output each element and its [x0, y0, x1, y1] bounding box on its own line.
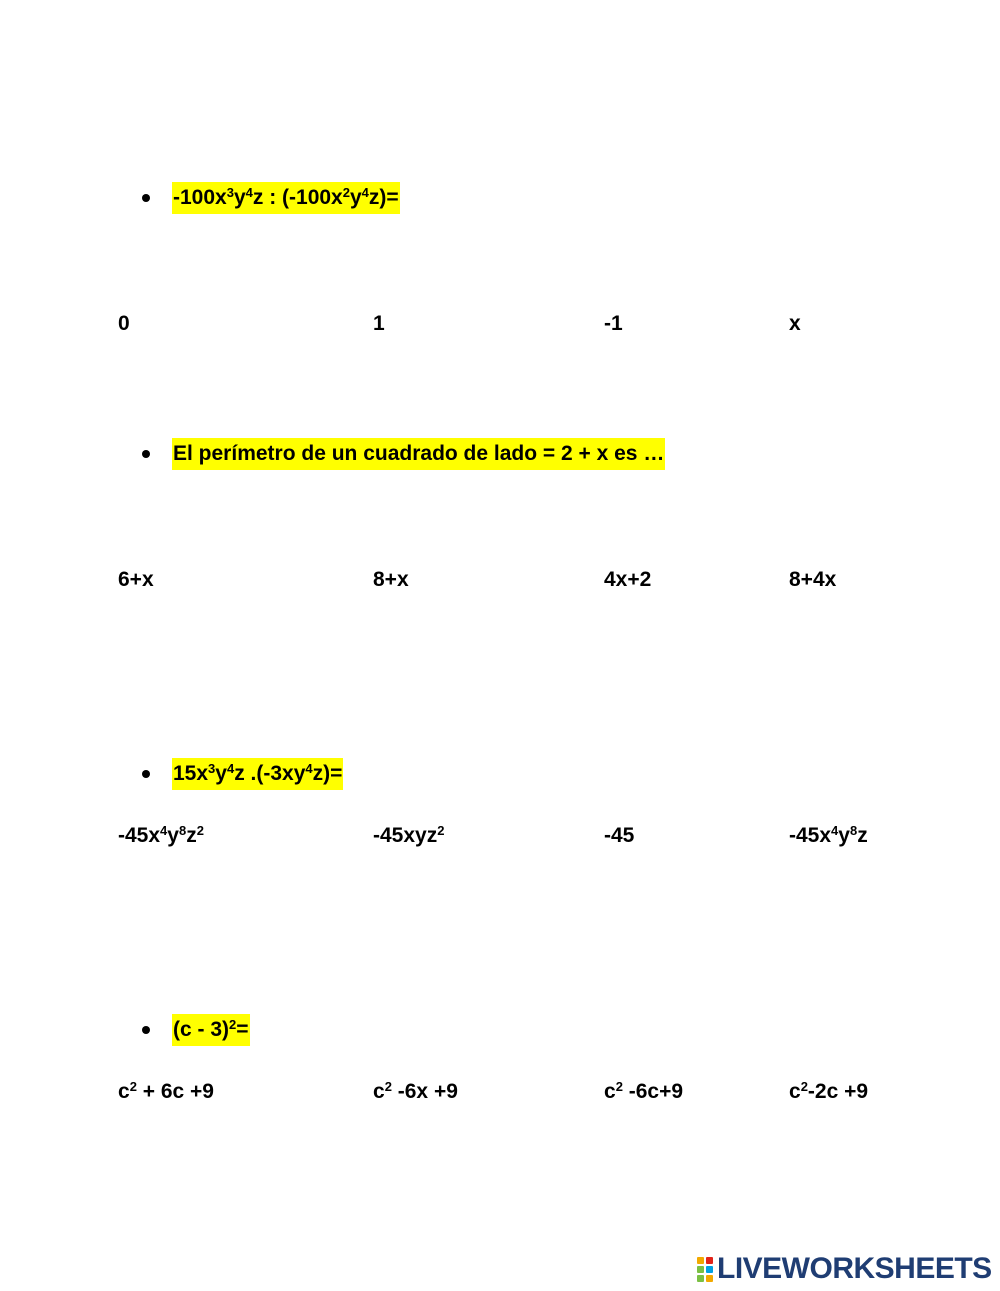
- question-4: [142, 1014, 250, 1046]
- answer-option[interactable]: 0: [118, 312, 130, 335]
- answer-option[interactable]: $c^2$ -6c+9: [604, 1079, 684, 1103]
- bullet-icon: [142, 770, 150, 778]
- bullet-icon: [142, 450, 150, 458]
- logo-text: LIVEWORKSHEETS: [717, 1252, 992, 1285]
- answer-option[interactable]: $c^2$ -6x +9: [373, 1079, 458, 1103]
- answer-option[interactable]: -45: [604, 824, 635, 847]
- question-1: [142, 182, 400, 214]
- answer-option[interactable]: 4x+2: [604, 568, 652, 591]
- question-4-prompt: (c - 3)$^2$=: [172, 1014, 250, 1046]
- answer-option[interactable]: $-45x^4y^8z$: [789, 823, 868, 847]
- answer-option[interactable]: -1: [604, 312, 623, 335]
- bullet-icon: [142, 194, 150, 202]
- liveworksheets-logo: [697, 1254, 992, 1284]
- question-3-prompt: $15x^3y^4z$ $.(-3xy^4z)=$: [172, 758, 343, 790]
- answer-option[interactable]: $-45x^4y^8z^2$: [118, 823, 204, 847]
- answer-option[interactable]: 6+x: [118, 568, 154, 591]
- logo-mark-icon: [697, 1257, 713, 1282]
- answer-option[interactable]: 1: [373, 312, 385, 335]
- answer-option[interactable]: 8+4x: [789, 568, 837, 591]
- question-2-prompt: El perímetro de un cuadrado de lado = 2 + x es …: [172, 438, 665, 470]
- answer-option[interactable]: -45xyz$^2$: [373, 823, 445, 847]
- answer-option[interactable]: x: [789, 312, 801, 335]
- bullet-icon: [142, 1026, 150, 1034]
- answer-option[interactable]: $c^2 + 6c +9$: [118, 1079, 214, 1103]
- question-3: [142, 758, 343, 790]
- question-1-prompt: $-100x^3y^4z$ : $(-100x^2y^4z)=$: [172, 182, 400, 214]
- answer-option[interactable]: $c^2-2c +9$: [789, 1079, 869, 1103]
- question-2: [142, 438, 665, 470]
- answer-option[interactable]: 8+x: [373, 568, 409, 591]
